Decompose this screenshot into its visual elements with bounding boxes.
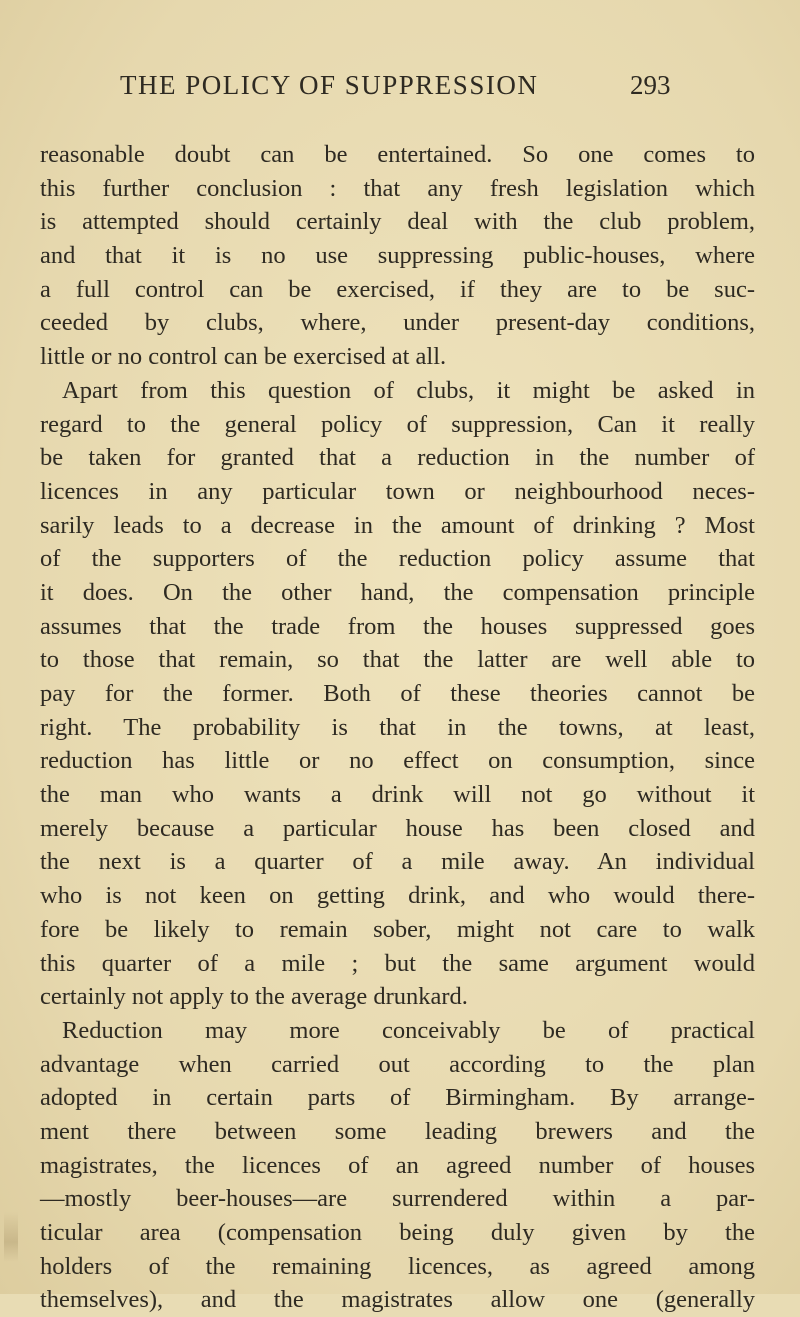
running-head: THE POLICY OF SUPPRESSION bbox=[120, 70, 539, 100]
page-header bbox=[0, 70, 800, 110]
text-line: merely because a particular house has been closed and bbox=[40, 814, 755, 842]
text-line: magistrates, the licences of an agreed number of houses bbox=[40, 1151, 755, 1179]
text-line: reasonable doubt can be entertained. So one comes to bbox=[40, 141, 755, 168]
text-line: this further conclusion : that any fresh legislation which bbox=[40, 174, 755, 202]
text-line: it does. On the other hand, the compensation principle bbox=[40, 578, 755, 606]
text-line: this quarter of a mile ; but the same argument would bbox=[40, 949, 755, 977]
text-line: advantage when carried out according to the plan bbox=[40, 1050, 755, 1078]
text-line: and that it is no use suppressing public-houses, where bbox=[40, 242, 755, 270]
text-line: the man who wants a drink will not go without it bbox=[40, 781, 755, 809]
text-line: holders of the remaining licences, as agreed among bbox=[40, 1252, 755, 1280]
text-line: ment there between some leading brewers and the bbox=[40, 1117, 755, 1145]
text-line: ceeded by clubs, where, under present-day conditions, bbox=[40, 309, 755, 337]
text-line: licences in any particular town or neighbourhood neces- bbox=[40, 477, 755, 505]
text-line: of the supporters of the reduction policy assume that bbox=[40, 545, 755, 573]
text-line: the next is a quarter of a mile away. An individual bbox=[40, 848, 755, 876]
page-blemish bbox=[4, 1212, 18, 1262]
text-line: ticular area (compensation being duly given by the bbox=[40, 1219, 755, 1246]
text-line: assumes that the trade from the houses suppressed goes bbox=[40, 612, 755, 640]
text-line: right. The probability is that in the towns, at least, bbox=[40, 713, 755, 741]
text-line: fore be likely to remain sober, might not care to walk bbox=[40, 915, 755, 943]
text-line: sarily leads to a decrease in the amount of drinking ? Most bbox=[40, 511, 755, 539]
text-line: to those that remain, so that the latter are well able to bbox=[40, 646, 755, 674]
text-line: regard to the general policy of suppression, Can it really bbox=[40, 410, 755, 438]
text-line: adopted in certain parts of Birmingham. By arrange- bbox=[40, 1084, 755, 1112]
page-number: 293 bbox=[630, 70, 671, 100]
text-line: little or no control can be exercised at all. bbox=[40, 343, 447, 371]
text-line: —mostly beer-houses—are surrendered within a par- bbox=[40, 1185, 755, 1213]
text-line: Apart from this question of clubs, it might be asked in bbox=[62, 376, 755, 404]
text-line: a full control can be exercised, if they are to be suc- bbox=[40, 275, 755, 303]
text-line: themselves), and the magistrates allow one (generally bbox=[40, 1286, 755, 1314]
text-line: Reduction may more conceivably be of practical bbox=[62, 1016, 755, 1044]
text-line: be taken for granted that a reduction in the number of bbox=[40, 444, 755, 472]
text-line: who is not keen on getting drink, and who would there- bbox=[40, 882, 755, 910]
body-text bbox=[40, 138, 755, 1317]
text-line: certainly not apply to the average drunkard. bbox=[40, 983, 468, 1011]
text-line: pay for the former. Both of these theories cannot be bbox=[40, 680, 755, 707]
text-line: reduction has little or no effect on consumption, since bbox=[40, 747, 755, 775]
text-line: is attempted should certainly deal with the club problem, bbox=[40, 208, 755, 236]
